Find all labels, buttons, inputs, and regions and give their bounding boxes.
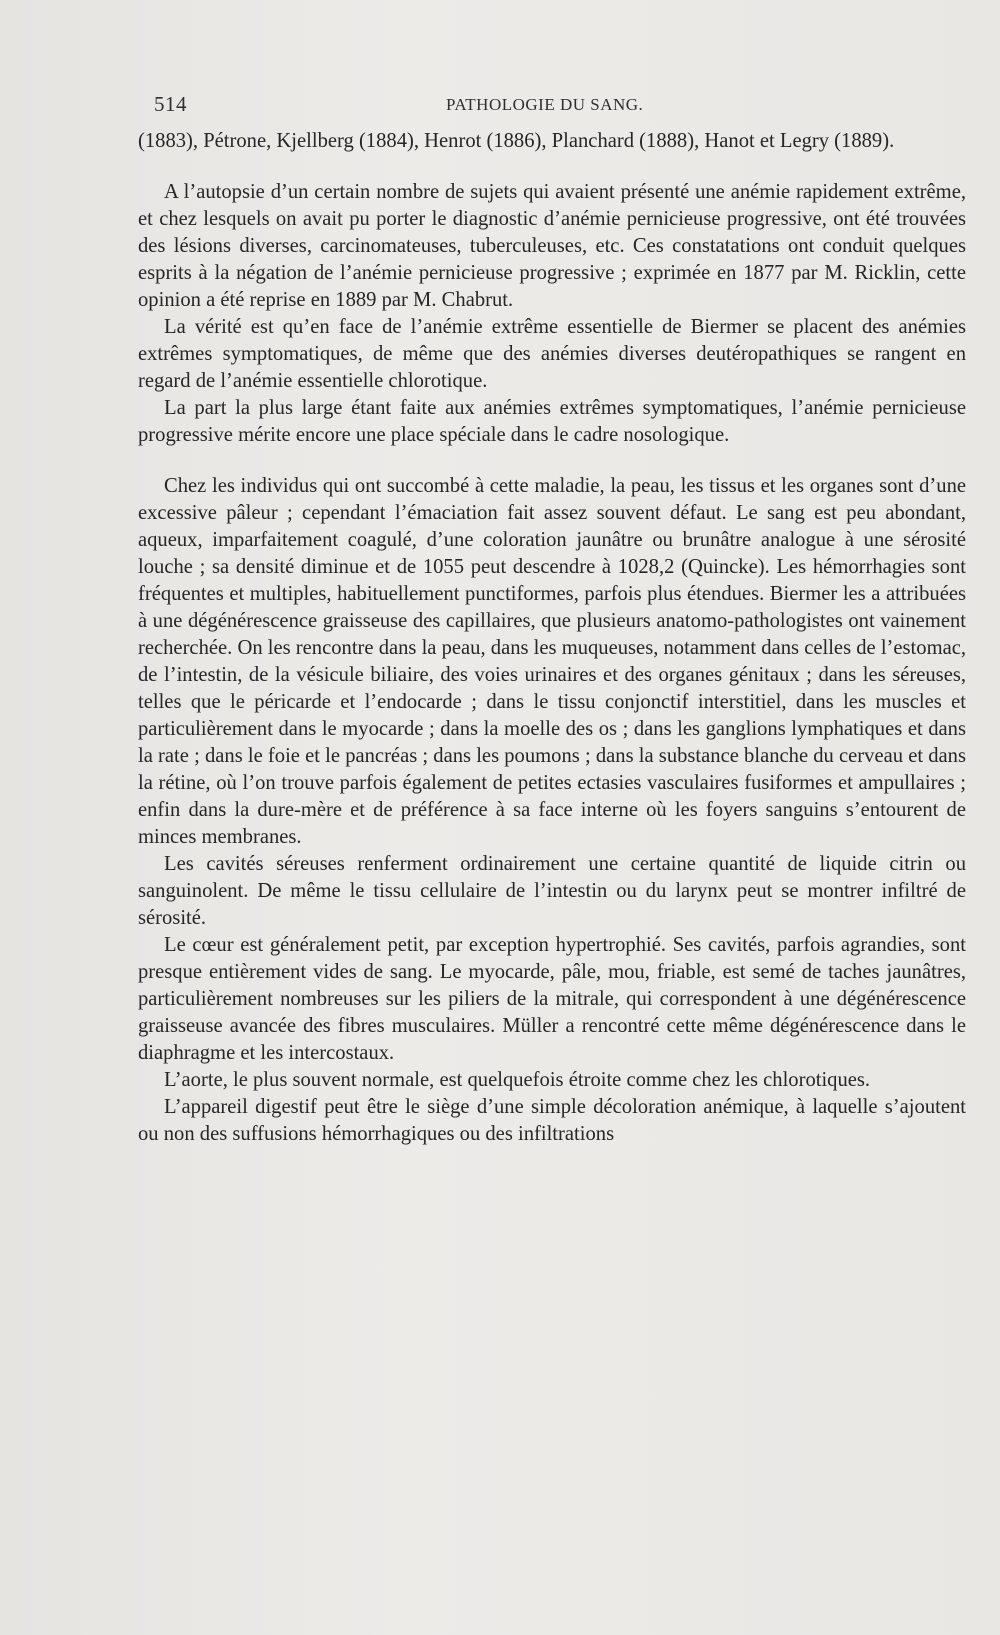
paragraph-appareil-digestif: L’appareil digestif peut être le siège d’une simple décoloration anémique, à laquelle s’ajoutent ou non des suffusions hémorrhagiques ou des infiltrations [138, 1096, 966, 1145]
paragraph-part-plus-large: La part la plus large étant faite aux anémies extrêmes symptomatiques, l’anémie pernicieuse progressive mérite encore une place spéciale dans le cadre nosologique. [138, 397, 966, 446]
paragraph-cavites-sereuses: Les cavités séreuses renferment ordinairement une certaine quantité de liquide citrin ou sanguinolent. De même le tissu cellulaire de l’intestin ou du larynx peut se montrer infiltré de sérosité. [138, 853, 966, 929]
paragraph-individus: Chez les individus qui ont succombé à cette maladie, la peau, les tissus et les organes sont d’une excessive pâleur ; cependant l’émaciation fait assez souvent défaut. Le sang est peu abondant, aqueux, imparfaitement coagulé, d’une coloration jaunâtre ou brunâtre analogue à une sérosité louche ; sa densité diminue et de 1055 peut descendre à 1028,2 (Quincke). Les hémorrhagies sont fréquentes et multiples, habituellement punctiformes, parfois plus étendues. Biermer les a attribuées à une dégénérescence graisseuse des capillaires, que plusieurs anatomo-pathologistes ont vainement recherchée. On les rencontre dans la peau, dans les muqueuses, notamment dans celles de l’estomac, de l’intestin, de la vésicule biliaire, des voies urinaires et des organes génitaux ; dans les séreuses, telles que le péricarde et l’endocarde ; dans le tissu conjonctif interstitiel, dans les muscles et particulièrement dans le myocarde ; dans la moelle des os ; dans les ganglions lymphatiques et dans la rate ; dans le foie et le pancréas ; dans les poumons ; dans la substance blanche du cerveau et dans la rétine, où l’on trouve parfois également de petites ectasies vasculaires fusiformes et ampullaires ; enfin dans la dure-mère et de préférence à sa face interne où les foyers sanguins s’entourent de minces membranes. [138, 475, 967, 848]
paragraph-references: (1883), Pétrone, Kjellberg (1884), Henrot (1886), Planchard (1888), Hanot et Legry (1889). [138, 130, 895, 152]
running-head: PATHOLOGIE DU SANG. [446, 95, 644, 114]
body-text [138, 128, 966, 1148]
page-header [146, 92, 966, 120]
paragraph-aorte: L’aorte, le plus souvent normale, est quelquefois étroite comme chez les chlorotiques. [164, 1069, 871, 1091]
paragraph-verite: La vérité est qu’en face de l’anémie extrême essentielle de Biermer se placent des anémies extrêmes symptomatiques, de même que des anémies diverses deutéropathiques se rangent en regard de l’anémie essentielle chlorotique. [138, 316, 966, 392]
page-number: 514 [154, 92, 187, 116]
paragraph-autopsy: A l’autopsie d’un certain nombre de sujets qui avaient présenté une anémie rapidement extrême, et chez lesquels on avait pu porter le diagnostic d’anémie pernicieuse progressive, ont été trouvées des lésions diverses, carcinomateuses, tuberculeuses, etc. Ces constatations ont conduit quelques esprits à la négation de l’anémie pernicieuse progressive ; exprimée en 1877 par M. Ricklin, cette opinion a été reprise en 1889 par M. Chabrut. [138, 181, 966, 311]
paragraph-coeur: Le cœur est généralement petit, par exception hypertrophié. Ses cavités, parfois agrandies, sont presque entièrement vides de sang. Le myocarde, pâle, mou, friable, est semé de taches jaunâtres, particulièrement nombreuses sur les piliers de la mitrale, qui correspondent à une dégénérescence graisseuse avancée des fibres musculaires. Müller a rencontré cette même dégénérescence dans le diaphragme et les intercostaux. [138, 934, 966, 1064]
